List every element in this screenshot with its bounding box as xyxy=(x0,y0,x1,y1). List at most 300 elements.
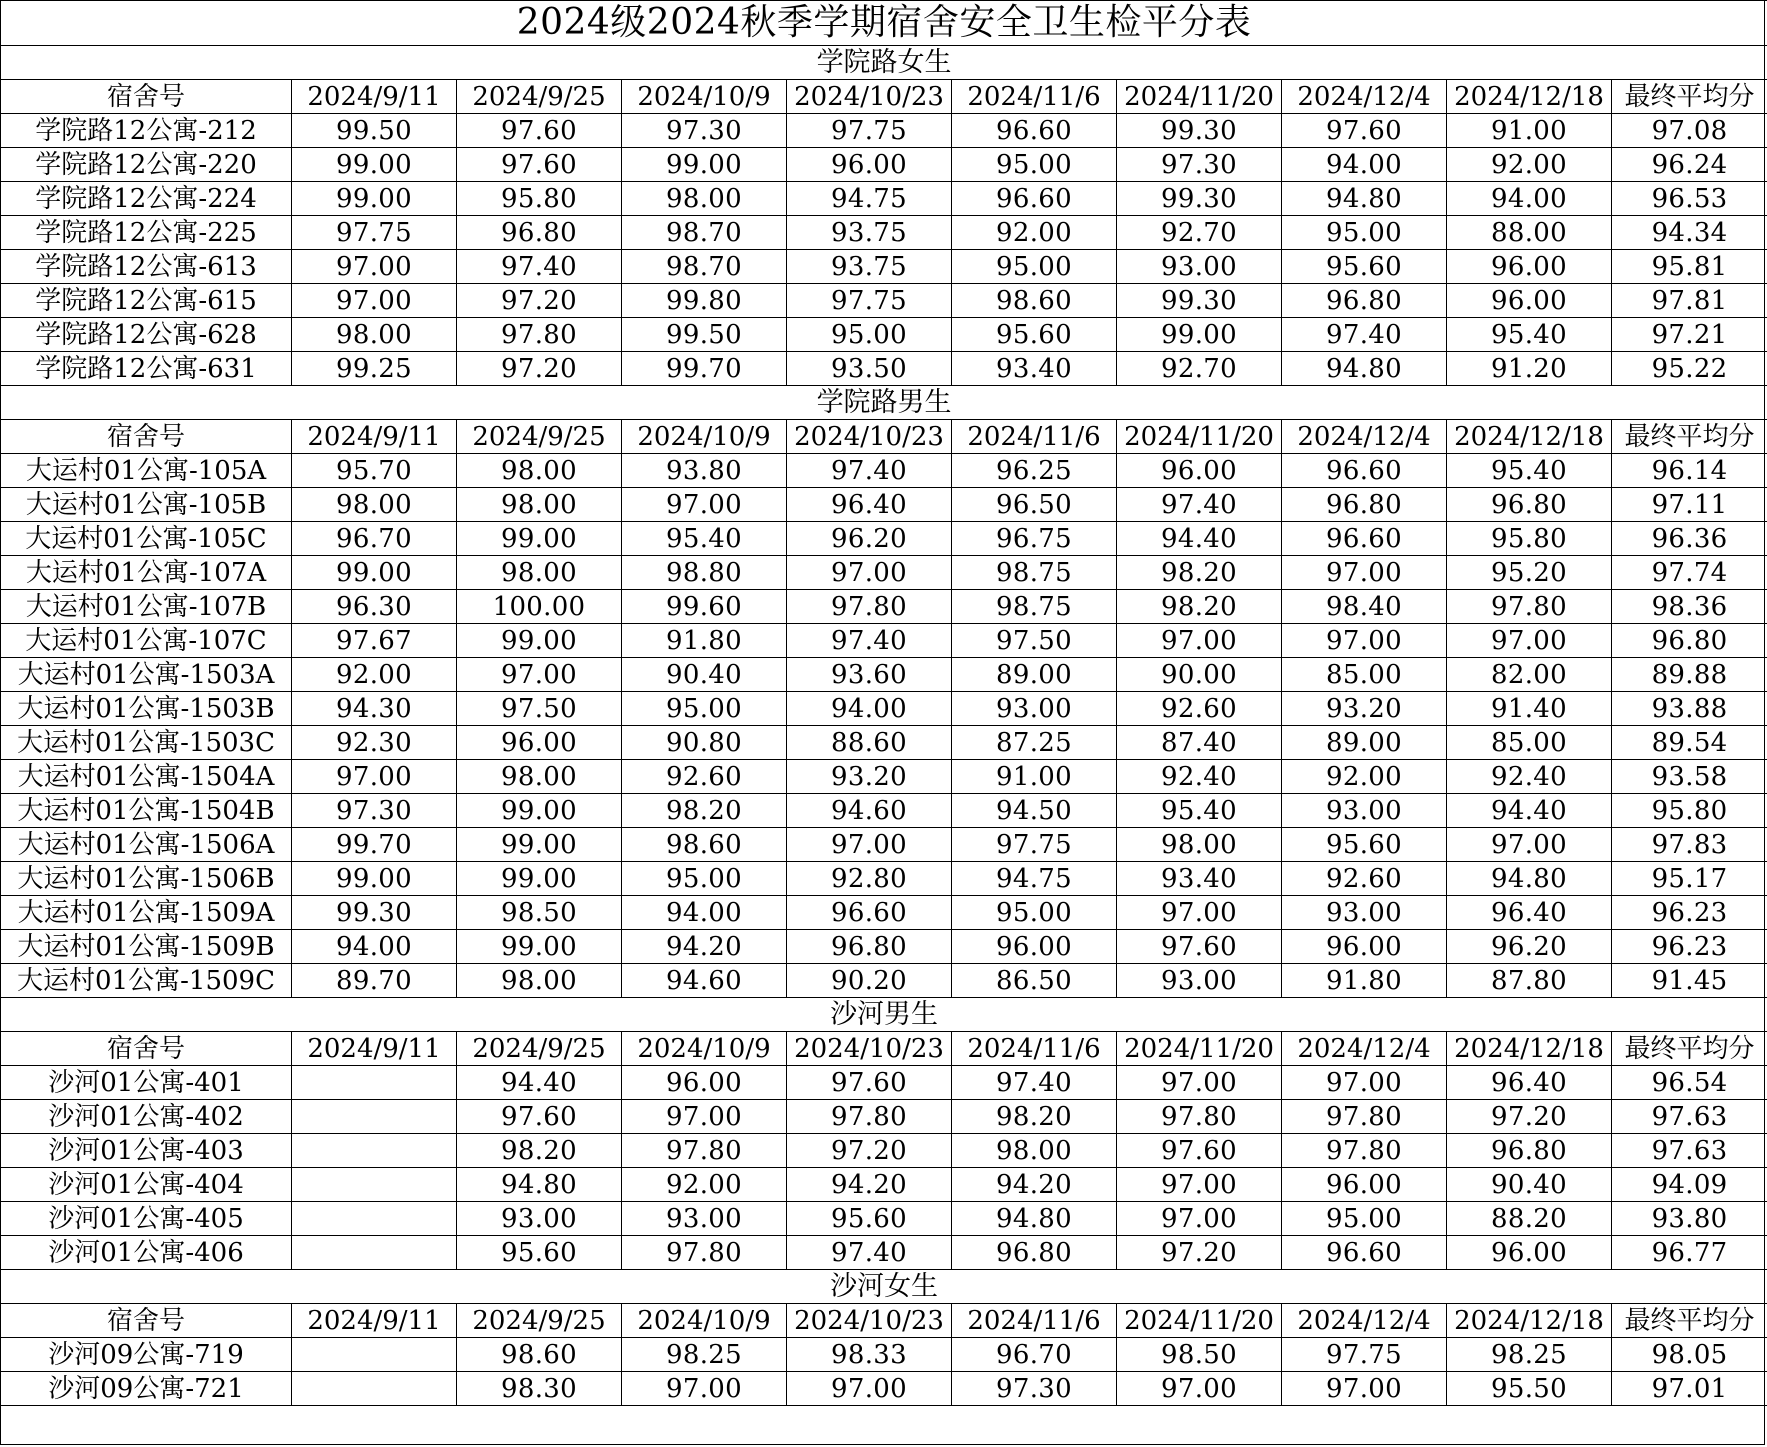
score-cell: 94.20 xyxy=(787,1168,952,1202)
score-cell: 98.50 xyxy=(457,896,622,930)
score-cell xyxy=(292,1338,457,1372)
score-cell: 98.00 xyxy=(457,488,622,522)
table-row xyxy=(1,1134,1767,1168)
score-cell: 98.00 xyxy=(952,1134,1117,1168)
score-cell: 97.00 xyxy=(292,250,457,284)
score-cell: 96.60 xyxy=(1282,1236,1447,1270)
score-cell: 96.00 xyxy=(1117,454,1282,488)
score-cell: 94.00 xyxy=(1282,148,1447,182)
room-name-cell: 沙河01公寓-405 xyxy=(1,1202,292,1236)
table-row xyxy=(1,794,1767,828)
column-header-date: 2024/9/25 xyxy=(457,80,622,114)
score-cell: 95.50 xyxy=(1447,1372,1612,1406)
score-cell: 97.00 xyxy=(1282,1066,1447,1100)
score-cell: 97.40 xyxy=(787,454,952,488)
column-header-date: 2024/10/9 xyxy=(622,1304,787,1338)
score-cell: 92.70 xyxy=(1117,216,1282,250)
room-name-cell: 学院路12公寓-628 xyxy=(1,318,292,352)
column-header-date: 2024/9/25 xyxy=(457,420,622,454)
score-cell: 97.80 xyxy=(1282,1100,1447,1134)
score-cell: 97.80 xyxy=(787,590,952,624)
score-cell: 92.40 xyxy=(1447,760,1612,794)
score-cell: 94.60 xyxy=(622,964,787,998)
score-cell: 97.00 xyxy=(622,1100,787,1134)
score-cell: 95.00 xyxy=(952,148,1117,182)
score-cell: 97.30 xyxy=(1117,148,1282,182)
table-row xyxy=(1,1372,1767,1406)
score-cell: 98.75 xyxy=(952,590,1117,624)
score-cell: 95.40 xyxy=(1447,454,1612,488)
score-cell: 98.20 xyxy=(1117,590,1282,624)
score-cell: 85.00 xyxy=(1282,658,1447,692)
score-cell: 99.00 xyxy=(457,828,622,862)
score-cell: 99.00 xyxy=(457,624,622,658)
score-cell: 95.80 xyxy=(1447,522,1612,556)
table-row xyxy=(1,1338,1767,1372)
score-cell: 96.75 xyxy=(952,522,1117,556)
score-cell: 94.80 xyxy=(1282,352,1447,386)
score-cell: 97.50 xyxy=(952,624,1117,658)
column-header-row xyxy=(1,1304,1767,1338)
score-cell: 94.40 xyxy=(1117,522,1282,556)
score-cell: 98.60 xyxy=(952,284,1117,318)
score-cell: 90.40 xyxy=(1447,1168,1612,1202)
column-header-average: 最终平均分 xyxy=(1612,1304,1767,1338)
score-cell: 97.75 xyxy=(1282,1338,1447,1372)
score-cell: 91.20 xyxy=(1447,352,1612,386)
score-cell: 92.00 xyxy=(1447,148,1612,182)
score-cell: 97.20 xyxy=(787,1134,952,1168)
column-header-date: 2024/12/18 xyxy=(1447,1032,1612,1066)
score-cell: 88.60 xyxy=(787,726,952,760)
column-header-date: 2024/12/4 xyxy=(1282,1032,1447,1066)
score-cell: 99.00 xyxy=(292,148,457,182)
score-cell: 98.60 xyxy=(622,828,787,862)
column-header-date: 2024/10/23 xyxy=(787,1032,952,1066)
score-cell: 98.20 xyxy=(622,794,787,828)
score-cell: 97.00 xyxy=(622,1372,787,1406)
column-header-date: 2024/12/4 xyxy=(1282,420,1447,454)
score-cell: 98.60 xyxy=(457,1338,622,1372)
score-cell: 95.00 xyxy=(622,862,787,896)
score-cell: 97.60 xyxy=(1117,1134,1282,1168)
table-row xyxy=(1,760,1767,794)
score-cell: 97.00 xyxy=(787,556,952,590)
score-cell: 96.00 xyxy=(457,726,622,760)
room-name-cell: 大运村01公寓-1503C xyxy=(1,726,292,760)
score-cell: 96.60 xyxy=(787,896,952,930)
score-cell: 98.80 xyxy=(622,556,787,590)
column-header-date: 2024/9/25 xyxy=(457,1304,622,1338)
score-cell: 92.00 xyxy=(622,1168,787,1202)
score-cell: 86.50 xyxy=(952,964,1117,998)
score-cell: 95.00 xyxy=(787,318,952,352)
score-cell: 98.20 xyxy=(1117,556,1282,590)
score-cell: 97.40 xyxy=(787,624,952,658)
score-cell: 96.00 xyxy=(1282,1168,1447,1202)
table-row xyxy=(1,930,1767,964)
score-cell: 89.00 xyxy=(952,658,1117,692)
score-cell: 88.20 xyxy=(1447,1202,1612,1236)
room-name-cell: 大运村01公寓-105C xyxy=(1,522,292,556)
score-cell: 97.00 xyxy=(1282,1372,1447,1406)
room-name-cell: 大运村01公寓-1506B xyxy=(1,862,292,896)
score-cell: 97.00 xyxy=(1117,1372,1282,1406)
score-cell: 89.70 xyxy=(292,964,457,998)
score-cell: 94.80 xyxy=(457,1168,622,1202)
score-cell: 97.80 xyxy=(1282,1134,1447,1168)
score-cell: 97.00 xyxy=(1117,624,1282,658)
score-cell: 85.00 xyxy=(1447,726,1612,760)
score-cell: 98.50 xyxy=(1117,1338,1282,1372)
column-header-date: 2024/9/11 xyxy=(292,420,457,454)
score-cell: 97.80 xyxy=(622,1134,787,1168)
score-cell: 82.00 xyxy=(1447,658,1612,692)
score-cell: 96.00 xyxy=(1447,1236,1612,1270)
score-cell: 97.30 xyxy=(952,1372,1117,1406)
average-score-cell: 97.63 xyxy=(1612,1100,1767,1134)
room-name-cell: 大运村01公寓-105A xyxy=(1,454,292,488)
score-cell: 94.40 xyxy=(1447,794,1612,828)
table-row xyxy=(1,284,1767,318)
score-cell: 88.00 xyxy=(1447,216,1612,250)
room-name-cell: 大运村01公寓-1503B xyxy=(1,692,292,726)
score-cell: 96.40 xyxy=(1447,896,1612,930)
room-name-cell: 学院路12公寓-613 xyxy=(1,250,292,284)
score-cell: 99.00 xyxy=(622,148,787,182)
column-header-date: 2024/10/23 xyxy=(787,420,952,454)
score-cell: 93.20 xyxy=(1282,692,1447,726)
average-score-cell: 97.63 xyxy=(1612,1134,1767,1168)
average-score-cell: 91.45 xyxy=(1612,964,1767,998)
score-cell: 95.00 xyxy=(1282,216,1447,250)
score-cell xyxy=(292,1168,457,1202)
score-cell: 99.30 xyxy=(1117,284,1282,318)
score-cell: 93.00 xyxy=(457,1202,622,1236)
score-cell: 92.60 xyxy=(622,760,787,794)
table-row xyxy=(1,556,1767,590)
score-cell: 94.00 xyxy=(787,692,952,726)
score-cell: 96.80 xyxy=(787,930,952,964)
score-cell: 99.30 xyxy=(1117,114,1282,148)
score-cell: 97.00 xyxy=(1447,624,1612,658)
table-row xyxy=(1,1236,1767,1270)
score-cell: 97.40 xyxy=(787,1236,952,1270)
average-score-cell: 96.36 xyxy=(1612,522,1767,556)
score-cell: 97.75 xyxy=(787,284,952,318)
score-cell: 95.00 xyxy=(1282,1202,1447,1236)
score-cell: 96.00 xyxy=(1447,250,1612,284)
score-cell: 93.00 xyxy=(952,692,1117,726)
score-cell: 96.00 xyxy=(1282,930,1447,964)
score-cell: 97.75 xyxy=(787,114,952,148)
score-cell: 97.60 xyxy=(457,148,622,182)
score-cell: 92.80 xyxy=(787,862,952,896)
section-header: 学院路女生 xyxy=(1,46,1767,80)
score-cell: 95.20 xyxy=(1447,556,1612,590)
score-cell: 99.50 xyxy=(292,114,457,148)
table-row xyxy=(1,148,1767,182)
score-cell: 97.60 xyxy=(1282,114,1447,148)
room-name-cell: 大运村01公寓-1506A xyxy=(1,828,292,862)
section-header: 沙河女生 xyxy=(1,1270,1767,1304)
score-cell: 99.30 xyxy=(1117,182,1282,216)
score-cell: 97.00 xyxy=(1282,556,1447,590)
column-header-room: 宿舍号 xyxy=(1,420,292,454)
score-cell: 96.00 xyxy=(787,148,952,182)
score-cell: 96.70 xyxy=(292,522,457,556)
column-header-room: 宿舍号 xyxy=(1,1304,292,1338)
score-cell: 97.00 xyxy=(457,658,622,692)
score-cell: 96.60 xyxy=(1282,522,1447,556)
score-cell: 95.00 xyxy=(622,692,787,726)
score-cell: 95.40 xyxy=(622,522,787,556)
score-cell: 97.80 xyxy=(787,1100,952,1134)
score-cell: 98.20 xyxy=(457,1134,622,1168)
column-header-date: 2024/12/18 xyxy=(1447,1304,1612,1338)
column-header-average: 最终平均分 xyxy=(1612,80,1767,114)
score-cell: 93.40 xyxy=(952,352,1117,386)
score-cell: 92.60 xyxy=(1282,862,1447,896)
room-name-cell: 沙河01公寓-403 xyxy=(1,1134,292,1168)
room-name-cell: 大运村01公寓-107C xyxy=(1,624,292,658)
score-cell: 97.20 xyxy=(457,284,622,318)
score-cell: 97.60 xyxy=(457,114,622,148)
score-cell: 93.00 xyxy=(1282,794,1447,828)
score-cell: 99.00 xyxy=(457,930,622,964)
score-cell xyxy=(292,1372,457,1406)
score-cell: 92.00 xyxy=(292,658,457,692)
average-score-cell: 96.54 xyxy=(1612,1066,1767,1100)
score-cell: 97.00 xyxy=(292,760,457,794)
room-name-cell: 大运村01公寓-1503A xyxy=(1,658,292,692)
table-row xyxy=(1,352,1767,386)
score-cell: 93.00 xyxy=(1117,250,1282,284)
score-cell: 97.80 xyxy=(1447,590,1612,624)
average-score-cell: 93.88 xyxy=(1612,692,1767,726)
column-header-date: 2024/11/6 xyxy=(952,1304,1117,1338)
score-cell: 97.30 xyxy=(292,794,457,828)
average-score-cell: 89.88 xyxy=(1612,658,1767,692)
room-name-cell: 沙河01公寓-401 xyxy=(1,1066,292,1100)
column-header-date: 2024/12/4 xyxy=(1282,80,1447,114)
column-header-date: 2024/10/9 xyxy=(622,1032,787,1066)
score-cell: 95.60 xyxy=(1282,250,1447,284)
score-cell: 97.67 xyxy=(292,624,457,658)
column-header-row xyxy=(1,1032,1767,1066)
score-cell: 90.00 xyxy=(1117,658,1282,692)
score-cell: 99.70 xyxy=(622,352,787,386)
column-header-date: 2024/11/20 xyxy=(1117,420,1282,454)
room-name-cell: 大运村01公寓-1504B xyxy=(1,794,292,828)
score-cell: 97.20 xyxy=(1117,1236,1282,1270)
score-cell: 94.80 xyxy=(1447,862,1612,896)
score-cell: 96.60 xyxy=(1282,454,1447,488)
score-cell: 96.80 xyxy=(1282,284,1447,318)
score-cell: 92.00 xyxy=(1282,760,1447,794)
score-cell: 95.00 xyxy=(952,250,1117,284)
average-score-cell: 96.77 xyxy=(1612,1236,1767,1270)
score-cell: 93.75 xyxy=(787,250,952,284)
score-cell: 96.80 xyxy=(457,216,622,250)
score-cell xyxy=(292,1100,457,1134)
score-cell: 93.00 xyxy=(1282,896,1447,930)
table-row xyxy=(1,726,1767,760)
score-cell: 94.20 xyxy=(952,1168,1117,1202)
average-score-cell: 96.23 xyxy=(1612,930,1767,964)
score-cell: 95.60 xyxy=(787,1202,952,1236)
score-cell: 99.30 xyxy=(292,896,457,930)
column-header-room: 宿舍号 xyxy=(1,80,292,114)
score-cell: 97.00 xyxy=(787,828,952,862)
table-row xyxy=(1,488,1767,522)
average-score-cell: 96.80 xyxy=(1612,624,1767,658)
score-cell: 100.00 xyxy=(457,590,622,624)
room-name-cell: 学院路12公寓-220 xyxy=(1,148,292,182)
score-cell: 97.75 xyxy=(952,828,1117,862)
score-cell: 98.33 xyxy=(787,1338,952,1372)
table-row xyxy=(1,1066,1767,1100)
score-cell: 94.30 xyxy=(292,692,457,726)
score-cell: 97.60 xyxy=(457,1100,622,1134)
score-cell: 96.30 xyxy=(292,590,457,624)
table-row xyxy=(1,862,1767,896)
score-cell: 98.20 xyxy=(952,1100,1117,1134)
column-header-date: 2024/12/18 xyxy=(1447,420,1612,454)
average-score-cell: 97.01 xyxy=(1612,1372,1767,1406)
column-header-average: 最终平均分 xyxy=(1612,1032,1767,1066)
score-cell: 99.00 xyxy=(457,862,622,896)
average-score-cell: 94.34 xyxy=(1612,216,1767,250)
score-cell: 99.80 xyxy=(622,284,787,318)
score-cell xyxy=(292,1202,457,1236)
score-cell: 99.00 xyxy=(292,556,457,590)
score-cell: 91.40 xyxy=(1447,692,1612,726)
average-score-cell: 93.80 xyxy=(1612,1202,1767,1236)
score-cell: 97.40 xyxy=(1282,318,1447,352)
average-score-cell: 96.24 xyxy=(1612,148,1767,182)
score-cell: 92.70 xyxy=(1117,352,1282,386)
average-score-cell: 89.54 xyxy=(1612,726,1767,760)
column-header-date: 2024/9/11 xyxy=(292,80,457,114)
column-header-date: 2024/11/6 xyxy=(952,1032,1117,1066)
average-score-cell: 97.83 xyxy=(1612,828,1767,862)
score-cell: 95.00 xyxy=(952,896,1117,930)
table-row xyxy=(1,318,1767,352)
score-cell: 92.60 xyxy=(1117,692,1282,726)
score-cell: 96.00 xyxy=(1447,284,1612,318)
score-cell: 94.80 xyxy=(1282,182,1447,216)
score-cell xyxy=(292,1236,457,1270)
table-row xyxy=(1,522,1767,556)
score-cell: 95.80 xyxy=(457,182,622,216)
score-cell: 91.80 xyxy=(622,624,787,658)
score-cell: 87.80 xyxy=(1447,964,1612,998)
score-cell: 92.40 xyxy=(1117,760,1282,794)
score-cell: 93.60 xyxy=(787,658,952,692)
average-score-cell: 96.23 xyxy=(1612,896,1767,930)
score-cell: 96.25 xyxy=(952,454,1117,488)
score-cell: 94.80 xyxy=(952,1202,1117,1236)
table-row xyxy=(1,964,1767,998)
score-cell: 97.60 xyxy=(1117,930,1282,964)
score-cell: 94.60 xyxy=(787,794,952,828)
score-cell: 98.25 xyxy=(622,1338,787,1372)
average-score-cell: 95.22 xyxy=(1612,352,1767,386)
table-row xyxy=(1,182,1767,216)
column-header-room: 宿舍号 xyxy=(1,1032,292,1066)
score-cell: 94.75 xyxy=(952,862,1117,896)
score-cell: 97.80 xyxy=(622,1236,787,1270)
score-cell: 96.40 xyxy=(787,488,952,522)
room-name-cell: 学院路12公寓-212 xyxy=(1,114,292,148)
score-cell: 93.20 xyxy=(787,760,952,794)
score-cell: 96.60 xyxy=(952,114,1117,148)
average-score-cell: 97.08 xyxy=(1612,114,1767,148)
score-cell: 98.75 xyxy=(952,556,1117,590)
score-cell: 99.00 xyxy=(292,862,457,896)
score-cell: 96.80 xyxy=(1447,488,1612,522)
table-row xyxy=(1,692,1767,726)
room-name-cell: 学院路12公寓-225 xyxy=(1,216,292,250)
table-row xyxy=(1,658,1767,692)
score-cell: 93.00 xyxy=(622,1202,787,1236)
score-cell: 96.00 xyxy=(952,930,1117,964)
score-cell: 96.20 xyxy=(1447,930,1612,964)
score-cell: 98.00 xyxy=(457,454,622,488)
score-cell: 94.20 xyxy=(622,930,787,964)
score-cell: 99.00 xyxy=(292,182,457,216)
column-header-date: 2024/11/6 xyxy=(952,420,1117,454)
column-header-row xyxy=(1,80,1767,114)
score-cell: 98.70 xyxy=(622,250,787,284)
average-score-cell: 96.53 xyxy=(1612,182,1767,216)
score-cell xyxy=(292,1066,457,1100)
room-name-cell: 大运村01公寓-1509A xyxy=(1,896,292,930)
score-cell: 97.80 xyxy=(457,318,622,352)
score-cell: 87.40 xyxy=(1117,726,1282,760)
room-name-cell: 大运村01公寓-1509C xyxy=(1,964,292,998)
score-cell: 97.00 xyxy=(1117,1202,1282,1236)
column-header-date: 2024/11/20 xyxy=(1117,80,1282,114)
score-cell: 95.60 xyxy=(457,1236,622,1270)
room-name-cell: 大运村01公寓-1509B xyxy=(1,930,292,964)
sheet-title: 2024级2024秋季学期宿舍安全卫生检平分表 xyxy=(1,1,1767,46)
table-row xyxy=(1,250,1767,284)
average-score-cell: 95.80 xyxy=(1612,794,1767,828)
score-cell: 98.00 xyxy=(457,964,622,998)
table-row xyxy=(1,1168,1767,1202)
score-cell: 97.30 xyxy=(622,114,787,148)
column-header-date: 2024/11/6 xyxy=(952,80,1117,114)
column-header-date: 2024/10/9 xyxy=(622,80,787,114)
room-name-cell: 大运村01公寓-107A xyxy=(1,556,292,590)
average-score-cell: 97.21 xyxy=(1612,318,1767,352)
table-row xyxy=(1,1202,1767,1236)
score-cell: 94.00 xyxy=(292,930,457,964)
score-cell: 97.80 xyxy=(1117,1100,1282,1134)
score-cell: 97.00 xyxy=(1117,896,1282,930)
room-name-cell: 学院路12公寓-224 xyxy=(1,182,292,216)
score-cell: 97.00 xyxy=(1117,1066,1282,1100)
room-name-cell: 沙河09公寓-721 xyxy=(1,1372,292,1406)
score-cell: 98.30 xyxy=(457,1372,622,1406)
room-name-cell: 沙河01公寓-402 xyxy=(1,1100,292,1134)
score-cell: 93.40 xyxy=(1117,862,1282,896)
average-score-cell: 97.74 xyxy=(1612,556,1767,590)
score-cell: 97.00 xyxy=(1117,1168,1282,1202)
score-cell: 98.25 xyxy=(1447,1338,1612,1372)
